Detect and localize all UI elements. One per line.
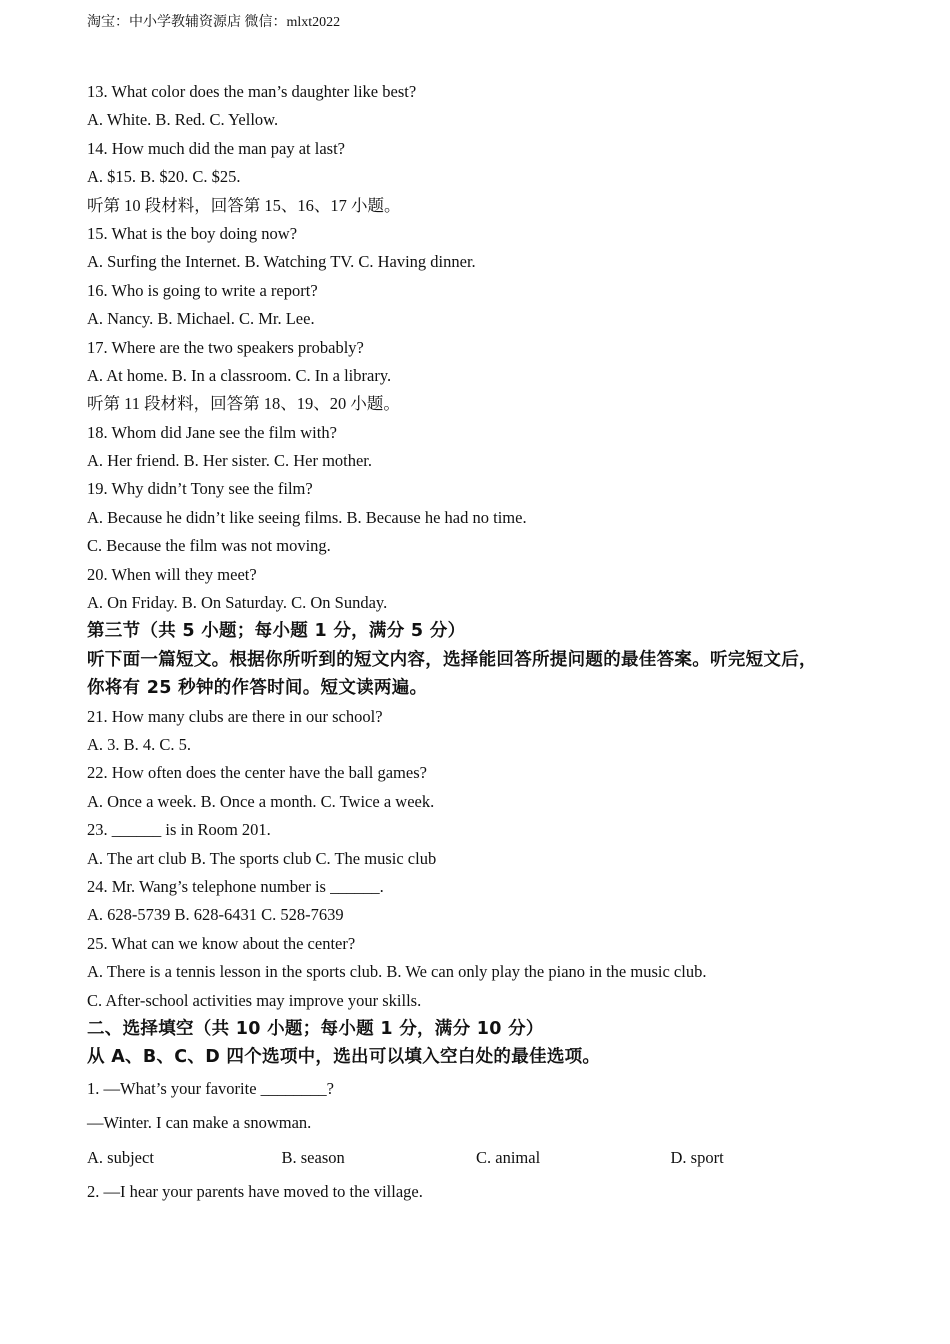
question-line: 24. Mr. Wang’s telephone number is ______. [87,876,384,896]
options-line: A. Nancy. B. Michael. C. Mr. Lee. [87,309,315,329]
options-line: A. 628-5739 B. 628-6431 C. 528-7639 [87,905,344,925]
question-line: 2. —I hear your parents have moved to the village. [87,1182,423,1202]
options-line: A. There is a tennis lesson in the sports club. B. We can only play the piano in the music club. [87,962,707,982]
option-b: B. season [281,1147,345,1167]
options-line: A. At home. B. In a classroom. C. In a library. [87,365,392,385]
options-line: A. White. B. Red. C. Yellow. [87,110,279,130]
options-line: A. Once a week. B. Once a month. C. Twice a week. [87,791,435,811]
options-line: C. Because the film was not moving. [87,536,331,556]
option-a: A. subject [87,1147,154,1167]
part2-title: 二、选择填空（共 10 小题；每小题 1 分，满分 10 分） [87,1018,544,1039]
question-line: 18. Whom did Jane see the film with? [87,422,337,442]
section3-title: 第三节（共 5 小题；每小题 1 分，满分 5 分） [87,621,466,642]
question-line: 16. Who is going to write a report? [87,280,318,300]
options-line: A. Her friend. B. Her sister. C. Her mother. [87,451,373,471]
question-line: 25. What can we know about the center? [87,933,356,953]
section3-instruction: 你将有 25 秒钟的作答时间。短文读两遍。 [87,678,428,699]
exam-content [87,78,887,1210]
options-line: A. Surfing the Internet. B. Watching TV. C. Having dinner. [87,252,476,272]
question-line: 19. Why didn’t Tony see the film? [87,479,313,499]
options-line: A. The art club B. The sports club C. The music club [87,848,437,868]
part2-instruction: 从 A、B、C、D 四个选项中，选出可以填入空白处的最佳选项。 [87,1047,601,1068]
question-line: 22. How often does the center have the ball games? [87,763,427,783]
question-line: 17. Where are the two speakers probably? [87,337,364,357]
options-line: A. $15. B. $20. C. $25. [87,167,241,187]
material-instruction: 听第 11 段材料，回答第 18、19、20 小题。 [87,394,400,414]
options-line: C. After-school activities may improve your skills. [87,990,422,1010]
option-d: D. sport [670,1147,724,1167]
question-line: 15. What is the boy doing now? [87,223,298,243]
question-line: 23. ______ is in Room 201. [87,820,271,840]
question-line: 13. What color does the man’s daughter like best? [87,82,417,101]
question-line: 21. How many clubs are there in our school? [87,706,383,726]
options-line: A. 3. B. 4. C. 5. [87,734,192,754]
q1-options [87,1141,887,1176]
option-c: C. animal [476,1147,541,1167]
material-instruction: 听第 10 段材料，回答第 15、16、17 小题。 [87,195,401,215]
question-line: 1. —What’s your favorite ________? [87,1078,334,1098]
dialog-line: —Winter. I can make a snowman. [87,1113,312,1133]
options-line: A. Because he didn’t like seeing films. B. Because he had no time. [87,507,527,527]
page-header-watermark: 淘宝：中小学教辅资源店 微信：mlxt2022 [87,15,341,30]
section3-instruction: 听下面一篇短文。根据你所听到的短文内容，选择能回答所提问题的最佳答案。听完短文后， [87,649,817,670]
question-line: 14. How much did the man pay at last? [87,138,345,158]
question-line: 20. When will they meet? [87,564,257,584]
options-line: A. On Friday. B. On Saturday. C. On Sunday. [87,593,388,613]
